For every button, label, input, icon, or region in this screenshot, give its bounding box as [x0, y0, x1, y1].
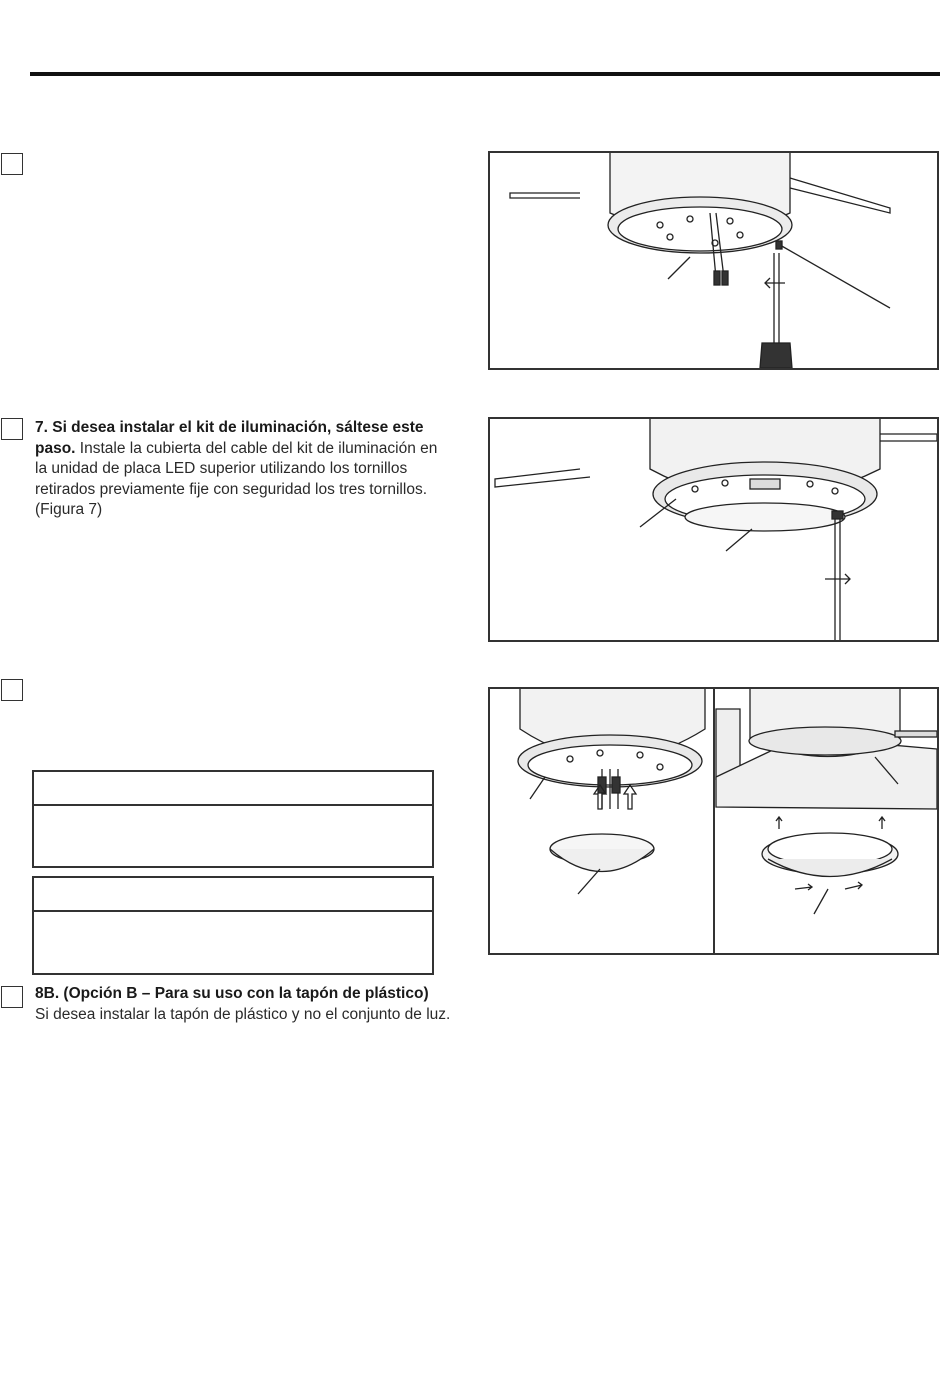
figure-7 — [488, 417, 939, 642]
note-box-1 — [32, 770, 434, 868]
step-7-body: Instale la cubierta del cable del kit de iluminación en la unidad de placa LED superior utilizando los tornillos retirados previamente fije con seguridad los tres tornillos. (Figura 7) — [35, 439, 438, 518]
step-7-text — [35, 418, 445, 521]
fan-screw-removal-icon — [490, 153, 937, 368]
step-8-checkbox[interactable] — [1, 679, 23, 701]
header-rule — [30, 72, 940, 76]
cable-cover-install-icon — [490, 419, 937, 640]
note-box-2-body — [34, 912, 432, 972]
step-7-checkbox[interactable] — [1, 418, 23, 440]
note-box-2-header — [34, 878, 432, 912]
step-8b-text — [35, 984, 495, 1025]
step-6-checkbox[interactable] — [1, 153, 23, 175]
step-8b-heading: 8B. (Opción B – Para su uso con la tapón de plástico) — [35, 985, 429, 1002]
step-7-heading: 7. Si desea instalar el kit de iluminación, sáltese este paso. — [35, 419, 424, 457]
step-8b-checkbox[interactable] — [1, 986, 23, 1008]
figure-6 — [488, 151, 939, 370]
step-8b-body: Si desea instalar la tapón de plástico y no el conjunto de luz. — [35, 1005, 451, 1023]
note-box-2 — [32, 876, 434, 975]
note-box-1-header — [34, 772, 432, 806]
note-box-1-body — [34, 806, 432, 866]
figure-8-divider — [713, 688, 715, 954]
